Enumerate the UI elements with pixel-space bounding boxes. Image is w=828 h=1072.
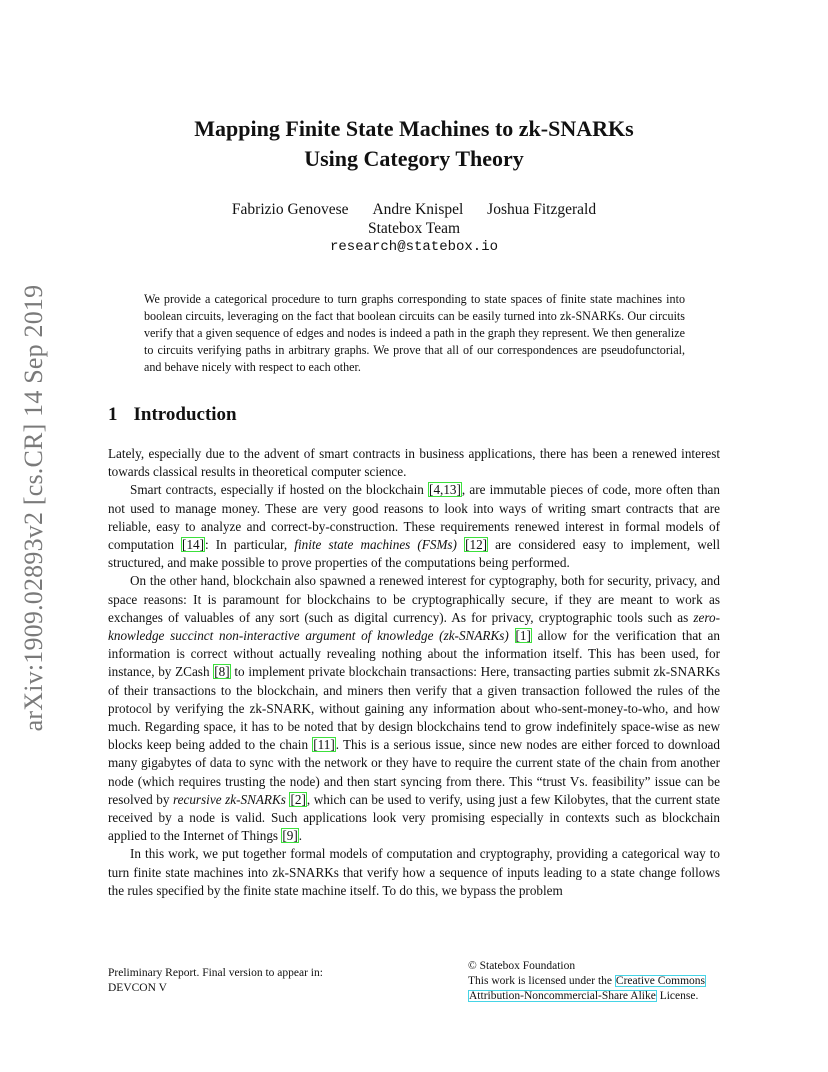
emphasis-fsm: finite state machines (FSMs)	[294, 537, 457, 553]
section-title: Introduction	[133, 404, 237, 425]
paragraph-3: On the other hand, blockchain also spawned a renewed interest for cyptography, both for security, privacy, and space reasons: It is paramount for blockchains to be cryptographically secure, if they are meant to work as exchanges of valuables of any sort (such as digital currency). As for privacy, cryptographic tools such as zero-knowledge succinct non-interactive argument of knowledge (zk-SNARKs) [1] allow for the verification that an information is correct without actually revealing nothing about the information itself. This has been used, for instance, by ZCash [8] to implement private blockchain transactions: Here, transacting parties submit zk-SNARKs of their transactions to the blockchain, and miners then verify that a given transaction followed the rules of the protocol by verifying the zk-SNARK, without gaining any information about who-sent-money-to-who, and how much. Regarding space, it has to be noted that by design blockchains tend to grow indefinitely space-wise as new blocks keep being added to the chain [11]. This is a serious issue, since new nodes are either forced to download many gigabytes of data to sync with the network or they have to require the current state of the chain from another node (which requires trusting the node) and then start syncing from there. This “trust Vs. feasibility” issue can be resolved by recursive zk-SNARKs [2], which can be used to verify, using just a few Kilobytes, that the current state received by a node is valid. Such applications look very promising especially in contexts such as blockchain applied to the Internet of Things [9].	[108, 573, 720, 844]
license-link[interactable]: Attribution-Noncommercial-Share Alike	[469, 990, 656, 1002]
author-name: Andre Knispel	[372, 201, 464, 218]
license-note: © Statebox Foundation This work is licensed under the Creative Commons Attribution-Noncommercial-Share Alike License.	[468, 960, 706, 1002]
author-block	[100, 200, 728, 257]
citation-link[interactable]: [2]	[290, 791, 306, 807]
citation-link[interactable]: [12]	[465, 537, 488, 553]
arxiv-identifier: arXiv:1909.02893v2 [cs.CR] 14 Sep 2019	[19, 284, 48, 732]
footer-note: Preliminary Report. Final version to appear in: DEVCON V	[108, 967, 323, 994]
license-link[interactable]: Creative Commons	[615, 975, 706, 987]
paragraph-1: Lately, especially due to the advent of smart contracts in business applications, there has been a renewed interest towards classical results in theoretical computer science.	[108, 446, 720, 480]
paragraph-2: Smart contracts, especially if hosted on the blockchain [4,13], are immutable pieces of code, more often than not used to manage money. These are very good reasons to look into ways of writing smart contracts that are reliable, easy to analyze and correct-by-construction. These requirements renewed interest in formal models of computation [14]: In particular, finite state machines (FSMs) [12] are considered easy to implement, well structured, and make possible to prove properties of the computations being performed.	[108, 482, 720, 571]
section-heading	[108, 404, 237, 426]
email-address[interactable]: research@statebox.io	[329, 239, 499, 255]
emphasis-recursive-zk-snarks: recursive zk-SNARKs	[172, 791, 286, 807]
affiliation: Statebox Team	[367, 220, 461, 237]
citation-link[interactable]: [8]	[214, 664, 230, 680]
abstract: We provide a categorical procedure to turn graphs corresponding to state spaces of finite state machines into boolean circuits, leveraging on the fact that boolean circuits can be easily turned into zk-SNARKs. Our circuits verify that a given sequence of edges and nodes is indeed a path in the graph they represent. We then generalize to circuits verifying paths in arbitrary graphs. We prove that all of our correspondences are pseudofunctorial, and behave nicely with respect to each other.	[144, 292, 685, 374]
paragraph-4: In this work, we put together formal models of computation and cryptography, providing a categorical way to turn finite state machines into zk-SNARKs that verify how a sequence of inputs leading to a state change follows the rules specified by the finite state machine itself. To do this, we bypass the problem	[108, 846, 720, 898]
paper-title	[100, 114, 728, 174]
citation-link[interactable]: [4,13]	[429, 482, 461, 498]
section-number: 1	[108, 404, 118, 425]
author-name: Fabrizio Genovese	[231, 201, 349, 218]
citation-link[interactable]: [1]	[515, 628, 531, 644]
author-names	[100, 200, 728, 219]
citation-link[interactable]: [14]	[182, 537, 205, 553]
author-name: Joshua Fitzgerald	[487, 201, 597, 218]
emphasis-zk-snarks: zero-knowledge succinct non-interactive argument of knowledge (zk-SNARKs)	[108, 609, 720, 644]
citation-link[interactable]: [9]	[282, 828, 298, 844]
title-line-2: Using Category Theory	[304, 146, 524, 171]
arxiv-sidebar	[14, 284, 54, 732]
introduction-body	[108, 445, 720, 900]
citation-link[interactable]: [11]	[313, 737, 335, 753]
copyright: © Statebox Foundation	[468, 960, 576, 972]
title-line-1: Mapping Finite State Machines to zk-SNARKs	[194, 116, 634, 141]
